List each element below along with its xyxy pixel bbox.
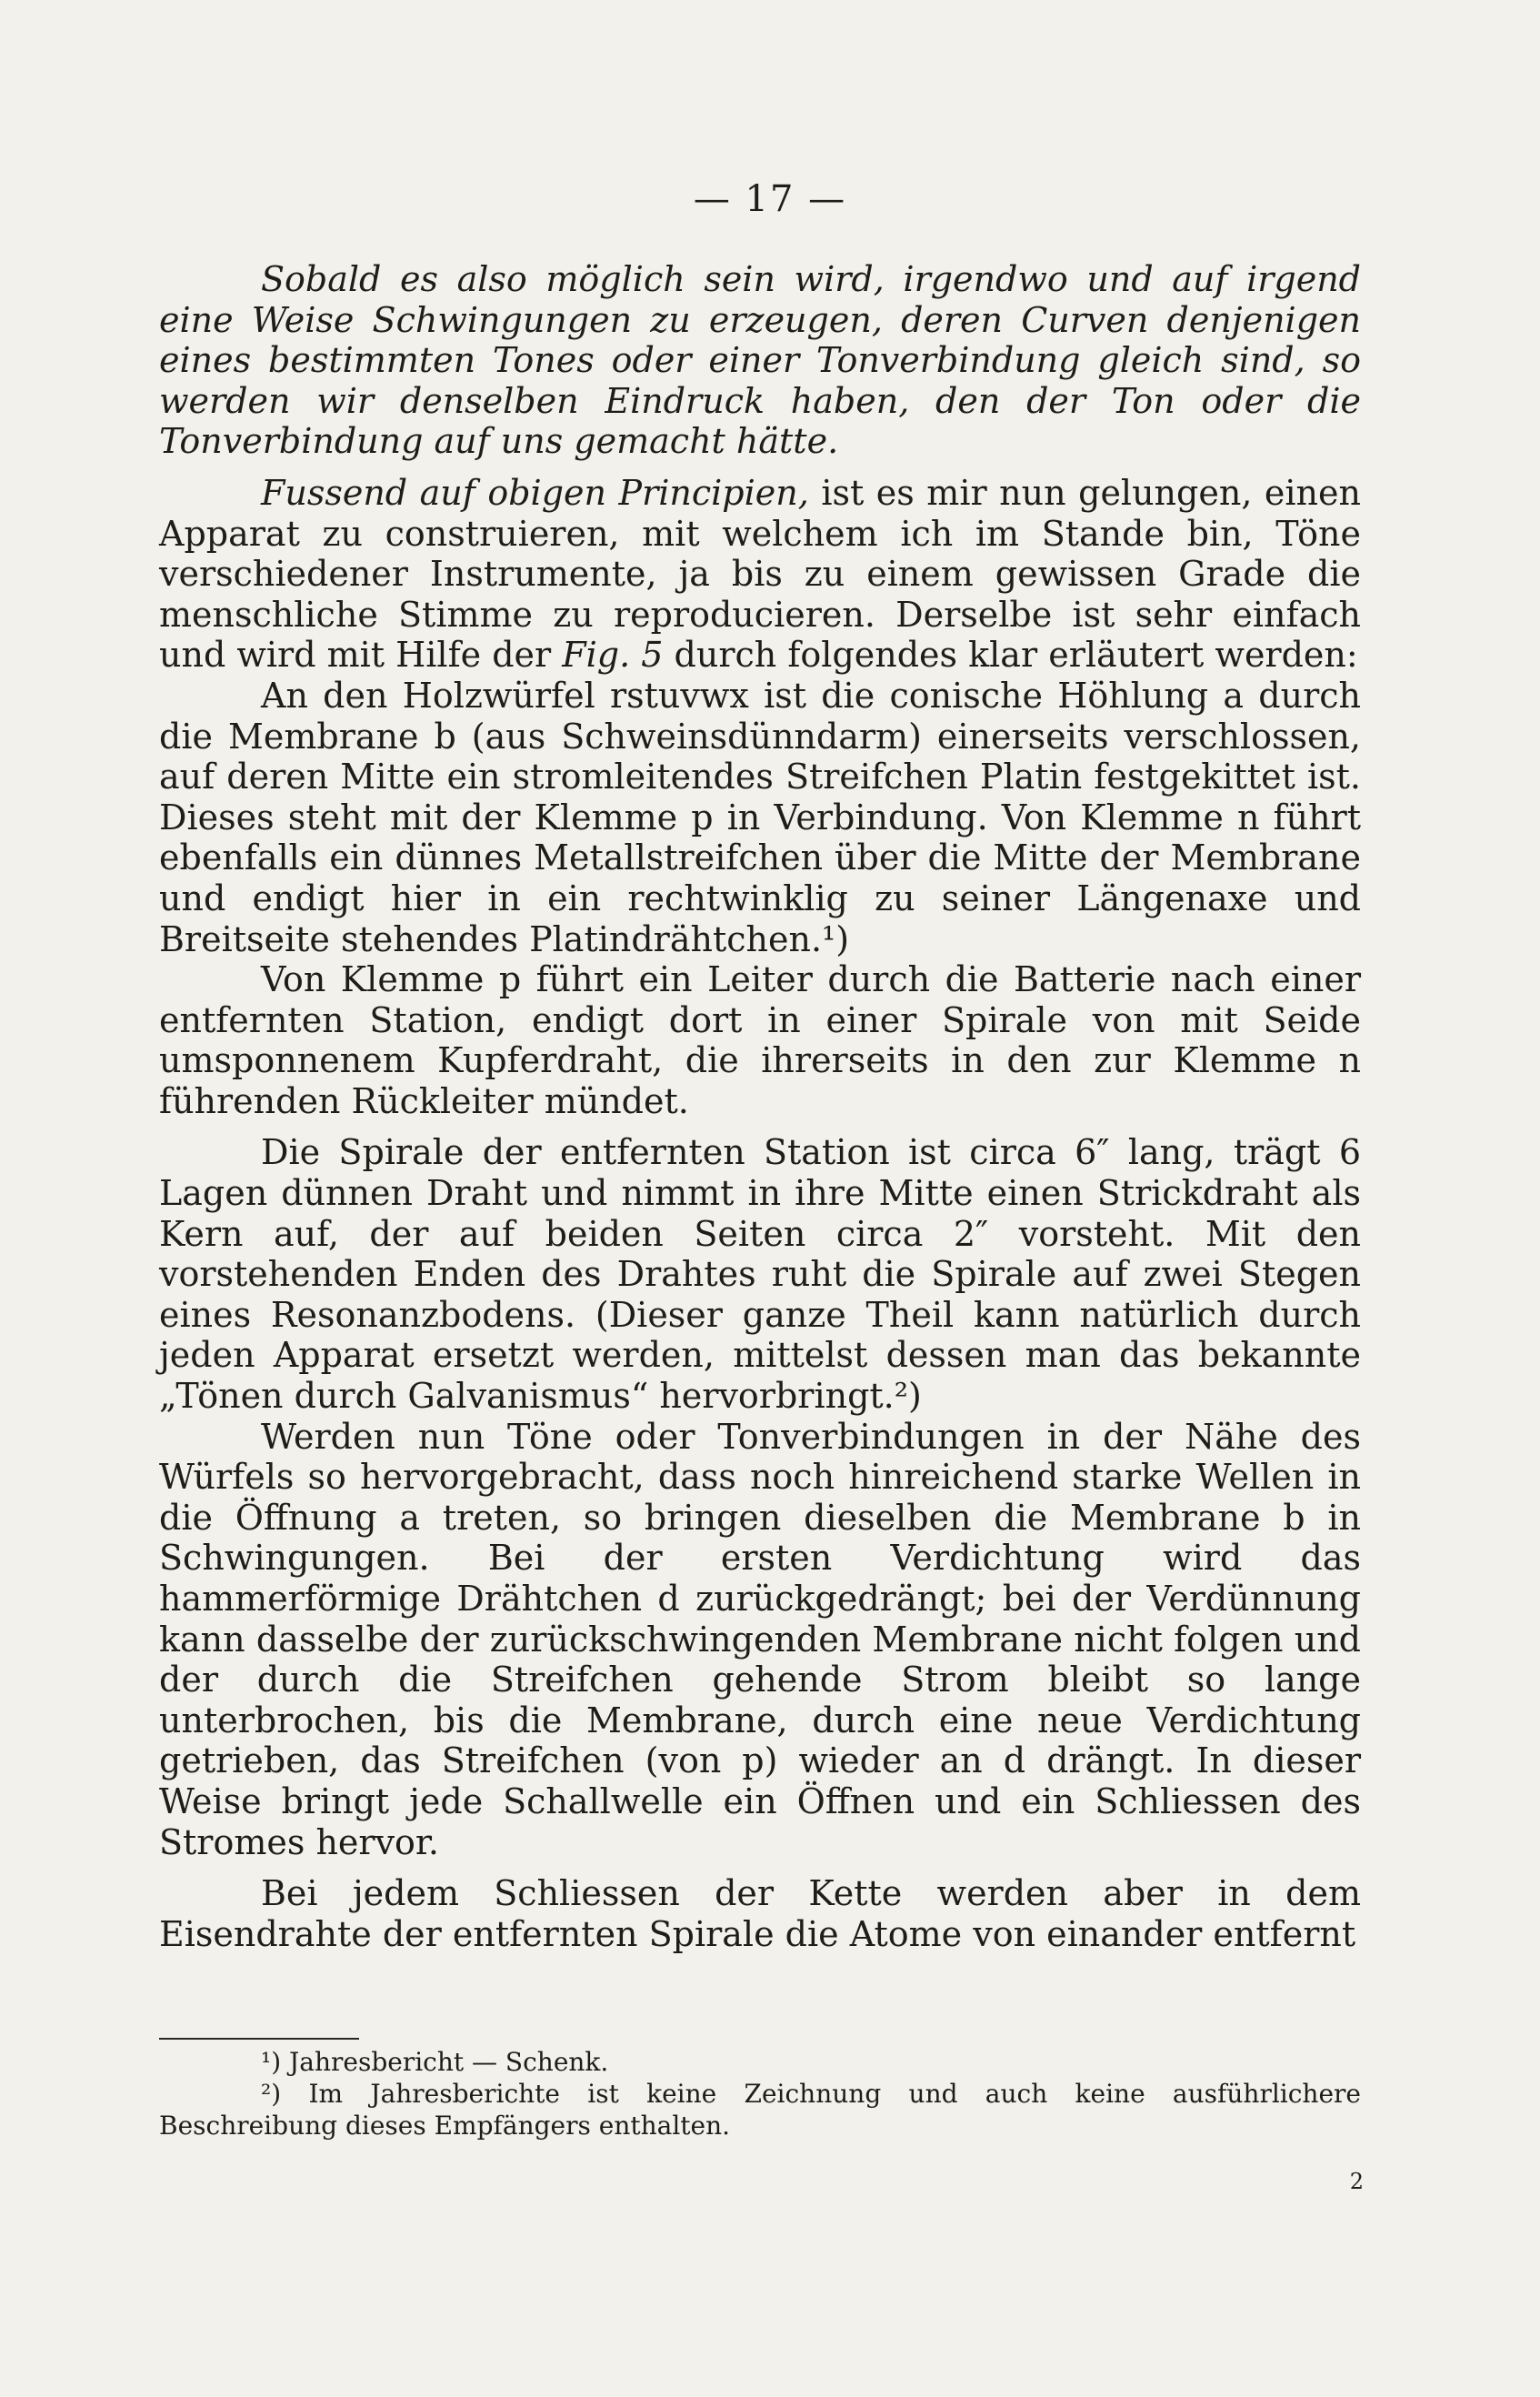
paragraph-2 (159, 473, 1361, 676)
page-number: — 17 — (693, 178, 847, 220)
paragraph-5: Die Spirale der entfernten Station ist circa 6″ lang, trägt 6 Lagen dünnen Draht und nimmt in ihre Mitte einen Strickdraht als Kern auf, der auf beiden Seiten circa 2″ vorsteht. Mit den vorstehenden Enden des Drahtes ruht die Spirale auf zwei Stegen eines Resonanzbodens. (Dieser ganze Theil kann natürlich durch jeden Apparat ersetzt werden, mittelst dessen man das bekannte „Tönen durch Galvanismus“ hervorbringt.²) (159, 1132, 1361, 1417)
paragraph-2-text-b: durch folgendes klar erläutert werden: (663, 635, 1358, 676)
paragraph-4: Von Klemme p führt ein Leiter durch die Batterie nach einer entfernten Station, endigt dort in einer Spirale von mit Seide umsponnenem Kupferdraht, die ihrerseits in den zur Klemme n führenden Rückleiter mündet. (159, 959, 1361, 1121)
paragraph-2-lead: Fussend auf obigen Principien, (261, 472, 809, 513)
paragraph-7: Bei jedem Schliessen der Kette werden aber in dem Eisendrahte der entfernten Spirale die Atome von einander entfernt (159, 1873, 1361, 1954)
paragraph-1: Sobald es also möglich sein wird, irgendwo und auf irgend eine Weise Schwingungen zu erzeugen, deren Curven denjenigen eines bestimmten Tones oder einer Tonverbindung gleich sind, so werden wir denselben Eindruck haben, den der Ton oder die Tonverbindung auf uns gemacht hätte. (159, 259, 1361, 462)
paragraph-3: An den Holzwürfel rstuvwx ist die conische Höhlung a durch die Membrane b (aus Schweinsdünndarm) einerseits verschlossen, auf deren Mitte ein stromleitendes Streifchen Platin festgekittet ist. Dieses steht mit der Klemme p in Verbindung. Von Klemme n führt ebenfalls ein dünnes Metallstreifchen über die Mitte der Membrane und endigt hier in ein rechtwinklig zu seiner Längenaxe und Breitseite stehendes Platindrähtchen.¹) (159, 675, 1361, 959)
figure-reference: Fig. 5 (562, 635, 664, 676)
footnotes (159, 2046, 1361, 2141)
footnote-2: ²) Im Jahresberichte ist keine Zeichnung und auch keine ausführlichere Beschreibung dieses Empfängers enthalten. (159, 2079, 1361, 2141)
signature-mark: 2 (1349, 2169, 1364, 2194)
paragraph-2-text-a: ist es mir nun gelungen, einen Apparat zu construieren, mit welchem ich im Stande bin, Töne verschiedener Instrumente, ja bis zu einem gewissen Grade die menschliche Stimme zu reproducieren. Derselbe ist sehr einfach und wird mit Hilfe der (159, 472, 1361, 676)
paragraph-6: Werden nun Töne oder Tonverbindungen in der Nähe des Würfels so hervorgebracht, dass noch hinreichend starke Wellen in die Öffnung a treten, so bringen dieselben die Membrane b in Schwingungen. Bei der ersten Verdichtung wird das hammerförmige Drähtchen d zurückgedrängt; bei der Verdünnung kann dasselbe der zurückschwingenden Membrane nicht folgen und der durch die Streifchen gehende Strom bleibt so lange unterbrochen, bis die Membrane, durch eine neue Verdichtung getrieben, das Streifchen (von p) wieder an d drängt. In dieser Weise bringt jede Schallwelle ein Öffnen und ein Schliessen des Stromes hervor. (159, 1416, 1361, 1862)
footnote-divider (159, 2038, 359, 2040)
body-text (159, 259, 1361, 1954)
footnote-1: ¹) Jahresbericht — Schenk. (261, 2047, 609, 2077)
